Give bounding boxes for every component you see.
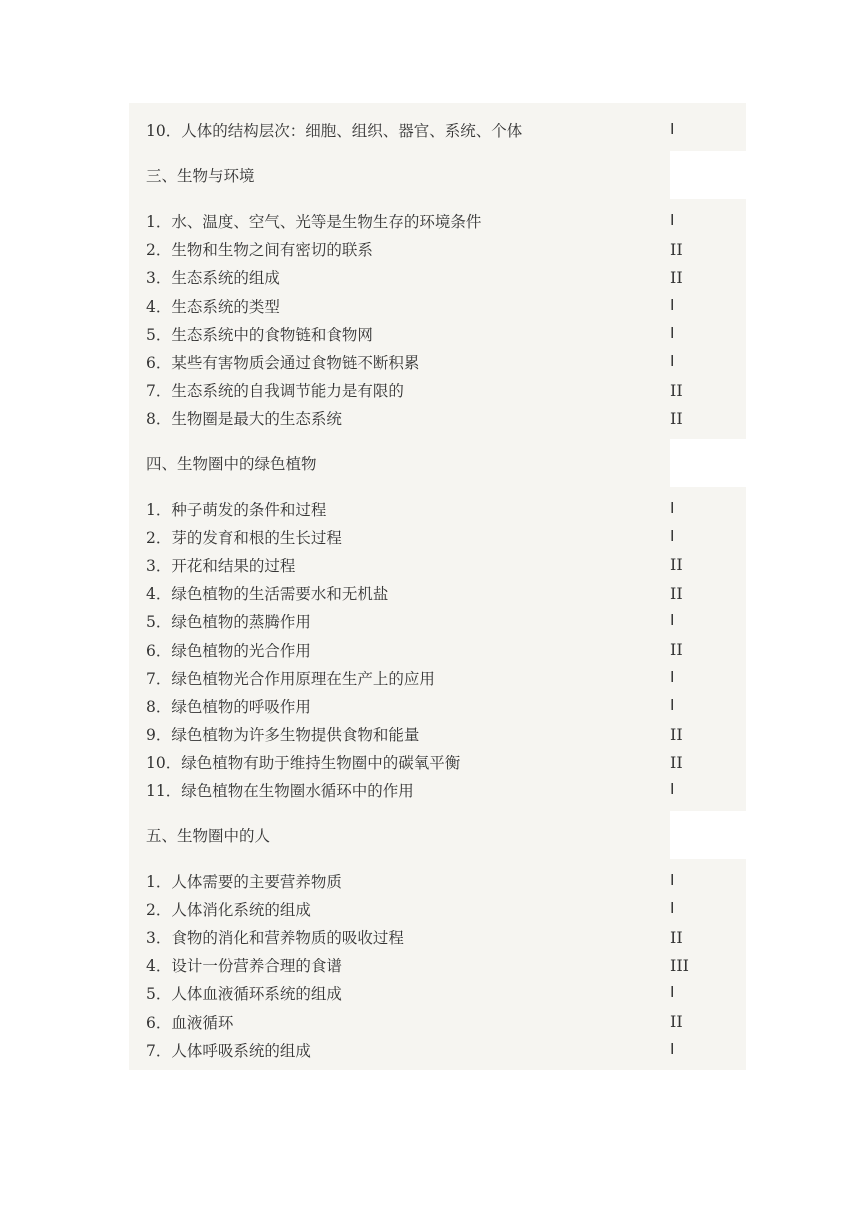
list-item (146, 376, 746, 404)
level-mark: I (670, 984, 675, 1002)
level-mark: I (670, 324, 675, 342)
level-mark: I (670, 1040, 675, 1058)
level-mark: I (670, 899, 675, 917)
item-text: 1．种子萌发的条件和过程 (146, 500, 327, 519)
list-item (146, 523, 746, 551)
list-item (146, 1008, 746, 1036)
item-text: 8．绿色植物的呼吸作用 (146, 697, 311, 716)
level-mark: III (670, 955, 689, 975)
list-item (146, 495, 746, 523)
item-text: 5．绿色植物的蒸腾作用 (146, 613, 311, 632)
list-item (146, 979, 746, 1007)
list-item (146, 664, 746, 692)
level-mark: I (670, 296, 675, 314)
item-text: 5．生态系统中的食物链和食物网 (146, 325, 373, 344)
level-mark: II (670, 408, 683, 428)
heading-gap (670, 151, 746, 199)
item-text: 10．人体的结构层次：细胞、组织、器官、系统、个体 (146, 122, 523, 140)
level-mark: I (670, 353, 675, 371)
list-item (146, 635, 746, 663)
level-mark: II (670, 752, 683, 772)
list-item (146, 320, 746, 348)
section-heading: 四、生物圈中的绿色植物 (129, 439, 670, 487)
item-text: 10．绿色植物有助于维持生物圈中的碳氧平衡 (146, 754, 461, 773)
item-text: 2．芽的发育和根的生长过程 (146, 528, 342, 547)
item-text: 2．生物和生物之间有密切的联系 (146, 241, 373, 260)
list-item (146, 776, 746, 804)
item-text: 3．食物的消化和营养物质的吸收过程 (146, 929, 404, 948)
item-text: 7．生态系统的自我调节能力是有限的 (146, 382, 404, 401)
list-item (146, 404, 746, 432)
level-mark: I (670, 781, 675, 799)
list-item (146, 263, 746, 291)
list-item (146, 116, 746, 144)
intro-block (129, 103, 746, 151)
section-heading: 五、生物圈中的人 (129, 811, 670, 859)
item-text: 6．绿色植物的光合作用 (146, 641, 311, 660)
level-mark: I (670, 527, 675, 545)
item-text: 3．生态系统的组成 (146, 269, 280, 288)
document-content (129, 103, 746, 1070)
item-text: 4．绿色植物的生活需要水和无机盐 (146, 585, 389, 604)
list-item (146, 579, 746, 607)
item-text: 5．人体血液循环系统的组成 (146, 985, 342, 1004)
section-list (129, 487, 746, 811)
level-mark: I (670, 212, 675, 230)
level-mark: II (670, 1012, 683, 1032)
list-item (146, 207, 746, 235)
level-mark: I (670, 612, 675, 630)
list-item (146, 748, 746, 776)
item-text: 1．人体需要的主要营养物质 (146, 872, 342, 891)
heading-gap (670, 439, 746, 487)
heading-gap (670, 811, 746, 859)
section-heading-row (129, 811, 746, 859)
item-text: 2．人体消化系统的组成 (146, 900, 311, 919)
item-text: 4．生态系统的类型 (146, 297, 280, 316)
item-text: 4．设计一份营养合理的食谱 (146, 957, 342, 976)
level-mark: II (670, 927, 683, 947)
list-item (146, 1036, 746, 1064)
level-mark: II (670, 239, 683, 259)
level-mark: I (670, 668, 675, 686)
item-text: 3．开花和结果的过程 (146, 556, 296, 575)
level-mark: II (670, 380, 683, 400)
section-list (129, 859, 746, 1070)
level-mark: II (670, 724, 683, 744)
level-mark: I (670, 121, 675, 138)
section-heading-row (129, 439, 746, 487)
list-item (146, 607, 746, 635)
item-text: 6．某些有害物质会通过食物链不断积累 (146, 354, 420, 373)
item-text: 1．水、温度、空气、光等是生物生存的环境条件 (146, 213, 482, 232)
level-mark: II (670, 583, 683, 603)
list-item (146, 867, 746, 895)
item-text: 7．人体呼吸系统的组成 (146, 1041, 311, 1060)
list-item (146, 895, 746, 923)
list-item (146, 551, 746, 579)
list-item (146, 692, 746, 720)
list-item (146, 348, 746, 376)
level-mark: II (670, 640, 683, 660)
level-mark: I (670, 499, 675, 517)
item-text: 8．生物圈是最大的生态系统 (146, 410, 342, 429)
item-text: 6．血液循环 (146, 1013, 234, 1032)
list-item (146, 292, 746, 320)
item-text: 7．绿色植物光合作用原理在生产上的应用 (146, 669, 435, 688)
list-item (146, 235, 746, 263)
list-item (146, 951, 746, 979)
item-text: 11．绿色植物在生物圈水循环中的作用 (146, 782, 414, 801)
level-mark: I (670, 696, 675, 714)
item-text: 9．绿色植物为许多生物提供食物和能量 (146, 726, 420, 745)
section-heading-row (129, 151, 746, 199)
section-list (129, 199, 746, 439)
list-item (146, 720, 746, 748)
level-mark: II (670, 555, 683, 575)
level-mark: II (670, 267, 683, 287)
list-item (146, 923, 746, 951)
section-heading: 三、生物与环境 (129, 151, 670, 199)
level-mark: I (670, 871, 675, 889)
